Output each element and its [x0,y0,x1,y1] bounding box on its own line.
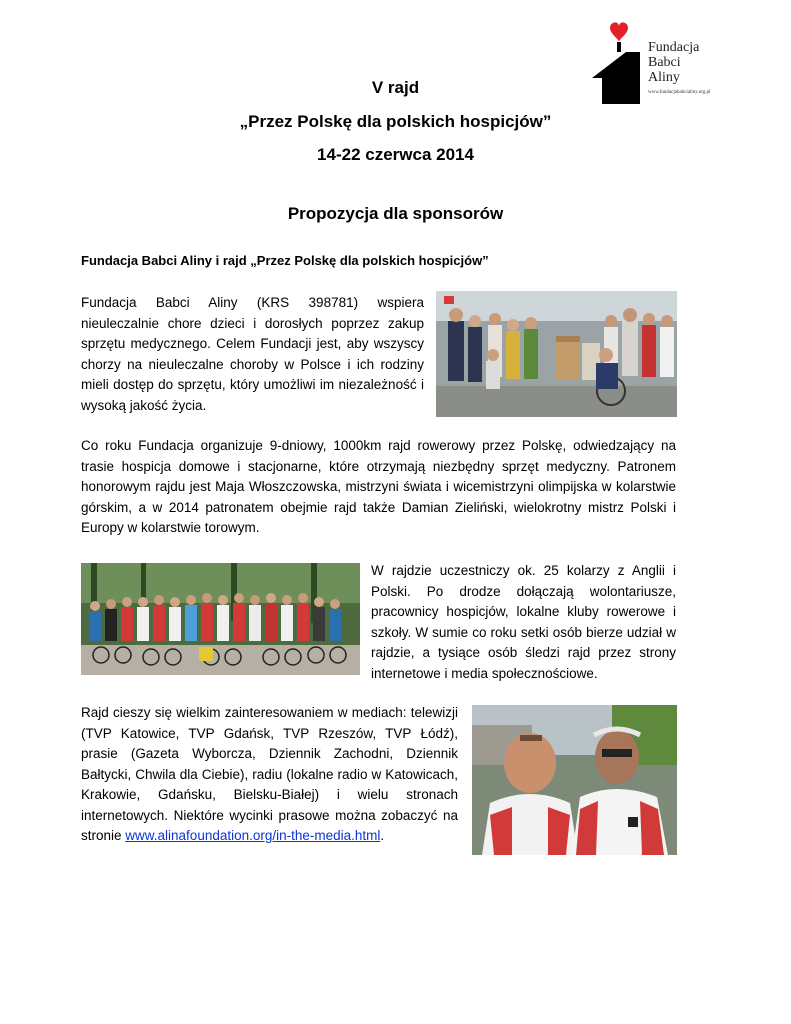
group-photo-donation [436,291,677,417]
media-text: Rajd cieszy się wielkim zainteresowaniem w mediach: telewizji (TVP Katowice, TVP Gdańsk, TVP Rzeszów, TVP Łódź), prasie (Gazeta Wyborcza, Dziennik Zachodni, Dziennik Bałtycki, Chwila dla Ciebie), radiu (lokalne radio w Katowicach, Krakowie, Gdańsku, Bielsku-Białej) i wielu stronach internetowych. Niektóre wycinki prasowe można zobaczyć na stronie [81,705,458,843]
logo-line-3: Aliny [648,70,680,85]
paragraph-foundation: Fundacja Babci Aliny (KRS 398781) wspiera nieuleczalnie chore dzieci i dorosłych poprzez zakup sprzętu medycznego. Celem Fundacji jest, aby wszyscy chorzy na nieuleczalne choroby w Polsce i ich rodziny mieli dostęp do sprzętu, który umożliwi im niezależność i wysoką jakość życia. [81,295,424,413]
two-cyclists-photo [472,705,677,855]
media-text-end: . [380,828,385,843]
cyclists-group-photo [81,563,360,675]
section-heading: Fundacja Babci Aliny i rajd „Przez Polskę dla polskich hospicjów” [81,253,489,268]
paragraph-participants: W rajdzie uczestniczy ok. 25 kolarzy z Anglii i Polski. Po drodze dołączają wolontariusze, pracownicy hospicjów, lokalne kluby rowerowe i szkoły. W sumie co roku setki osób bierze udział w rajdzie, a tysiące osób śledzi rajd przez strony internetowe i media społecznościowe. [371,563,676,681]
media-link[interactable]: www.alinafoundation.org/in-the-media.html [125,828,381,843]
event-dates: 14-22 czerwca 2014 [317,145,474,164]
document-subtitle: Propozycja dla sponsorów [287,204,504,223]
logo-line-2: Babci [648,55,681,70]
paragraph-media [81,703,458,847]
paragraph-ride: Co roku Fundacja organizuje 9-dniowy, 1000km rajd rowerowy przez Polskę, odwiedzający na trasie hospicja domowe i stacjonarne, które otrzymają niezbędny sprzęt medyczny. Patronem honorowym rajdu jest Maja Włoszczowska, mistrzyni świata i wicemistrzyni olimpijska w kolarstwie górskim, a w 2014 patronatem obejmie rajd także Damian Zieliński, wielokrotny mistrz Polski i Europy w kolarstwie torowym. [81,438,676,535]
event-name: „Przez Polskę dla polskich hospicjów” [239,112,552,131]
document-title: V rajd [371,78,420,97]
logo-url: www.fundacjababcialiny.org.pl [648,90,711,95]
logo-line-1: Fundacja [648,40,700,55]
